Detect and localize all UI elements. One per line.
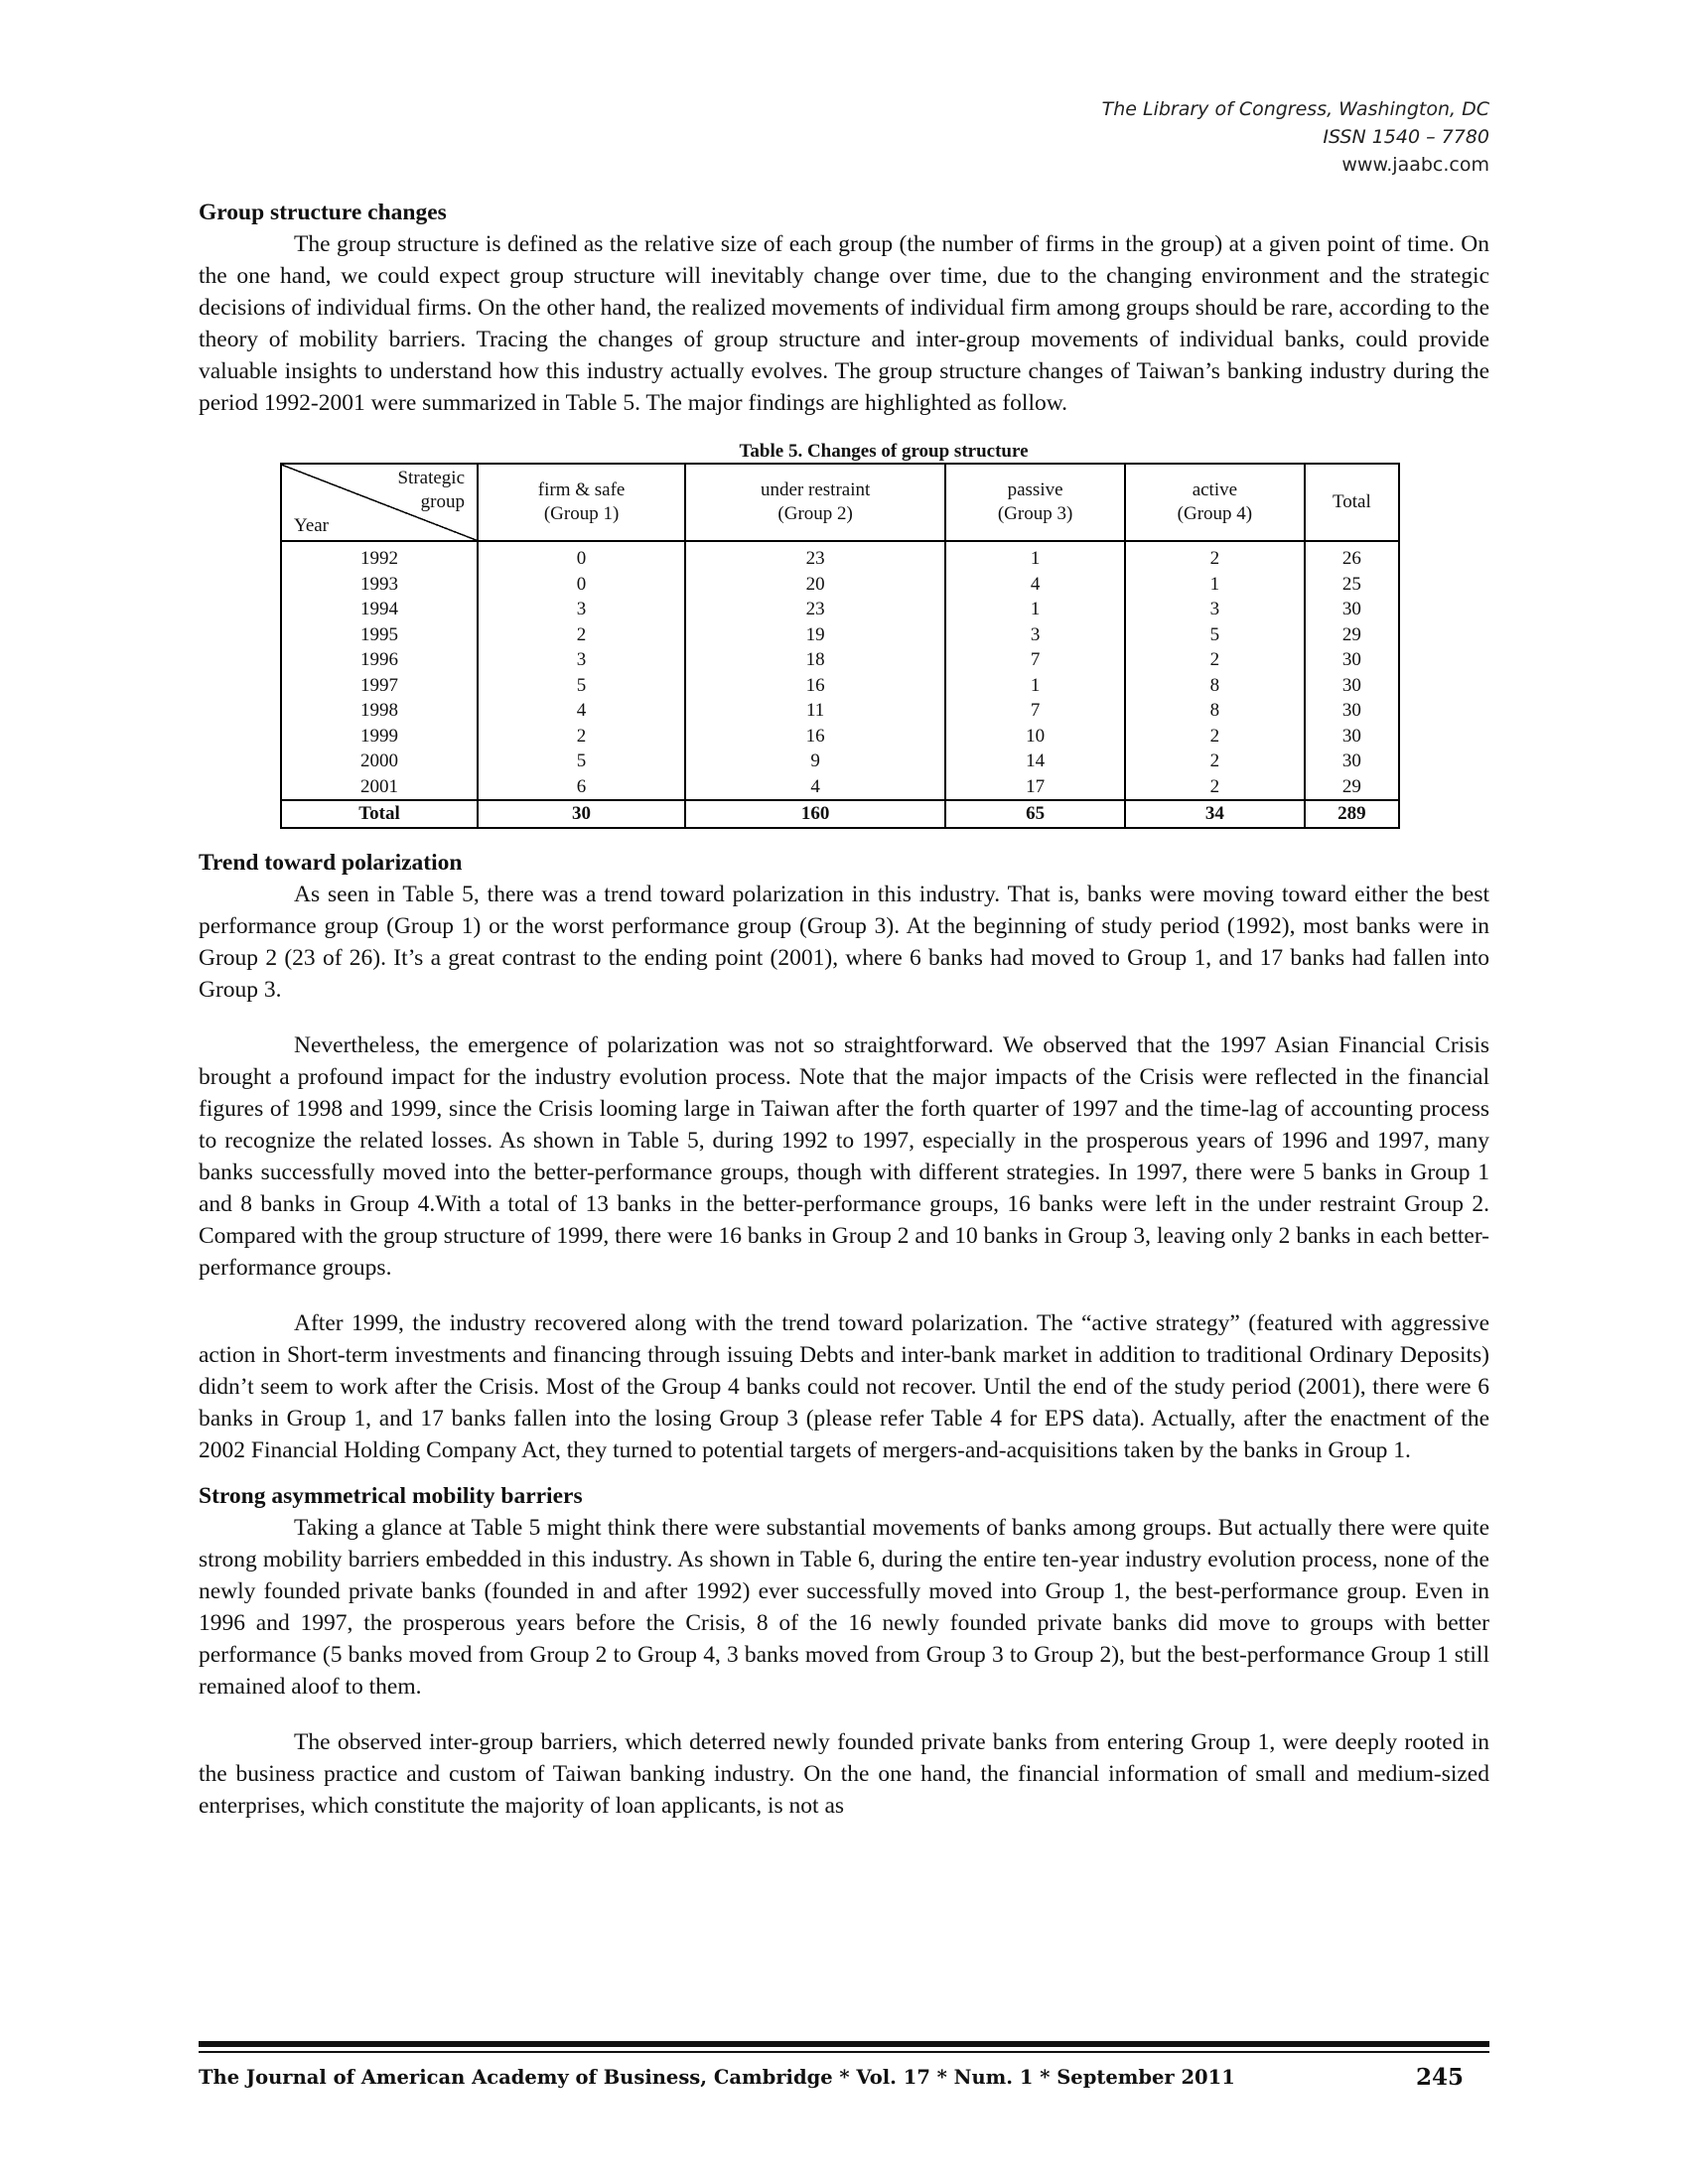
table-cell: 34 bbox=[1125, 800, 1305, 828]
paragraph: The group structure is defined as the relative size of each group (the number of firms in the group) at a given point of time. On the one hand, we could expect group structure will inevitably change over time, due to the changing environment and the strategic decisions of individual firms. On the other hand, the realized movements of individual firm among groups should be rare, according to the theory of mobility barriers. Tracing the changes of group structure and inter-group movements of individual banks, could provide valuable insights to understand how this industry actually evolves. The group structure changes of Taiwan’s banking industry during the period 1992-2001 were summarized in Table 5. The major findings are highlighted as follow. bbox=[199, 231, 1490, 416]
table-cell: 1996 bbox=[281, 647, 478, 673]
footer-rule-thick bbox=[199, 2041, 1489, 2047]
table-cell: 2000 bbox=[281, 749, 478, 774]
table-row bbox=[281, 597, 1399, 622]
table-cell: 0 bbox=[478, 541, 685, 572]
table-cell: 5 bbox=[478, 749, 685, 774]
table-cell: 3 bbox=[478, 647, 685, 673]
table-cell: 23 bbox=[685, 541, 945, 572]
table-corner-header bbox=[281, 464, 478, 541]
table-cell: 5 bbox=[478, 673, 685, 699]
table-cell: 7 bbox=[945, 647, 1125, 673]
table-row bbox=[281, 749, 1399, 774]
table-cell: 3 bbox=[478, 597, 685, 622]
table-row bbox=[281, 724, 1399, 750]
page-header bbox=[1102, 95, 1489, 179]
issn-line: ISSN 1540 – 7780 bbox=[1323, 126, 1489, 148]
table-cell: 65 bbox=[945, 800, 1125, 828]
table-cell: 160 bbox=[685, 800, 945, 828]
paragraph: Nevertheless, the emergence of polarization was not so straightforward. We observed that the 1997 Asian Financial Crisis brought a profound impact for the industry evolution process. Note that the major impacts of the Crisis were reflected in the financial figures of 1998 and 1999, since the Crisis looming large in Taiwan after the forth quarter of 1997 and the time-lag of accounting process to recognize the related losses. As shown in Table 5, during 1992 to 1997, especially in the prosperous years of 1996 and 1997, many banks successfully moved into the better-performance groups, though with different strategies. In 1997, there were 5 banks in Group 1 and 8 banks in Group 4.With a total of 13 banks in the better-performance groups, 16 banks were left in the under restraint Group 2. Compared with the group structure of 1999, there were 16 banks in Group 2 and 10 banks in Group 3, leaving only 2 banks in each better-performance groups. bbox=[199, 1032, 1489, 1281]
table-cell: 30 bbox=[1305, 597, 1399, 622]
table-row bbox=[281, 622, 1399, 648]
strategic-group-label: Strategic group bbox=[397, 468, 465, 512]
table-cell: 2 bbox=[1125, 541, 1305, 572]
table-cell: 1995 bbox=[281, 622, 478, 648]
table-cell: 23 bbox=[685, 597, 945, 622]
table-cell: 1992 bbox=[281, 541, 478, 572]
group-structure-table bbox=[280, 463, 1400, 829]
table-cell: 16 bbox=[685, 724, 945, 750]
table-cell: 0 bbox=[478, 572, 685, 598]
table-cell: 4 bbox=[478, 698, 685, 724]
table-cell: 30 bbox=[1305, 698, 1399, 724]
table-total-row bbox=[281, 800, 1399, 828]
table-cell: 1997 bbox=[281, 673, 478, 699]
table-cell: 10 bbox=[945, 724, 1125, 750]
table-cell: 19 bbox=[685, 622, 945, 648]
table-cell: 5 bbox=[1125, 622, 1305, 648]
column-header-group-3: passive (Group 3) bbox=[945, 464, 1125, 541]
table-cell: 17 bbox=[945, 774, 1125, 801]
table-cell: 11 bbox=[685, 698, 945, 724]
website-link[interactable]: www.jaabc.com bbox=[1341, 154, 1489, 176]
journal-citation: The Journal of American Academy of Business, Cambridge * Vol. 17 * Num. 1 * September 2011 bbox=[199, 2066, 1235, 2089]
paragraph: As seen in Table 5, there was a trend toward polarization in this industry. That is, banks were moving toward either the best performance group (Group 1) or the worst performance group (Group 3). At the beginning of study period (1992), most banks were in Group 2 (23 of 26). It’s a great contrast to the ending point (2001), where 6 banks had moved to Group 1, and 17 banks had fallen into Group 3. bbox=[199, 882, 1489, 1003]
paragraph: After 1999, the industry recovered along with the trend toward polarization. The “active strategy” (featured with aggressive action in Short-term investments and financing through issuing Debts and inter-bank market in addition to traditional Ordinary Deposits) didn’t seem to work after the Crisis. Most of the Group 4 banks could not recover. Until the end of the study period (2001), there were 6 banks in Group 1, and 17 banks fallen into the losing Group 3 (please refer Table 4 for EPS data). Actually, after the enactment of the 2002 Financial Holding Company Act, they turned to potential targets of mergers-and-acquisitions taken by the banks in Group 1. bbox=[199, 1310, 1489, 1463]
paragraph: Taking a glance at Table 5 might think there were substantial movements of banks among groups. But actually there were quite strong mobility barriers embedded in this industry. As shown in Table 6, during the entire ten-year industry evolution process, none of the newly founded private banks (founded in and after 1992) ever successfully moved into Group 1, the best-performance group. Even in 1996 and 1997, the prosperous years before the Crisis, 8 of the 16 newly founded private banks did move to groups with better performance (5 banks moved from Group 2 to Group 4, 3 banks moved from Group 3 to Group 2), but the best-performance Group 1 still remained aloof to them. bbox=[199, 1515, 1489, 1700]
table-cell: 30 bbox=[478, 800, 685, 828]
table-cell: 30 bbox=[1305, 647, 1399, 673]
table-cell: Total bbox=[281, 800, 478, 828]
table-cell: 2 bbox=[1125, 647, 1305, 673]
table-cell: 2001 bbox=[281, 774, 478, 801]
article-body bbox=[199, 197, 1489, 1822]
table-cell: 6 bbox=[478, 774, 685, 801]
table-row bbox=[281, 774, 1399, 801]
column-header-group-4: active (Group 4) bbox=[1125, 464, 1305, 541]
table-cell: 26 bbox=[1305, 541, 1399, 572]
table-cell: 1994 bbox=[281, 597, 478, 622]
table-cell: 29 bbox=[1305, 622, 1399, 648]
table-cell: 2 bbox=[478, 622, 685, 648]
table-5 bbox=[199, 441, 1489, 829]
table-cell: 1999 bbox=[281, 724, 478, 750]
table-row bbox=[281, 673, 1399, 699]
table-row bbox=[281, 698, 1399, 724]
table-cell: 2 bbox=[1125, 774, 1305, 801]
table-cell: 8 bbox=[1125, 673, 1305, 699]
table-cell: 1993 bbox=[281, 572, 478, 598]
table-cell: 8 bbox=[1125, 698, 1305, 724]
page-number: 245 bbox=[1415, 2064, 1464, 2091]
table-cell: 30 bbox=[1305, 673, 1399, 699]
table-cell: 3 bbox=[1125, 597, 1305, 622]
footer-rule-thin bbox=[199, 2051, 1489, 2053]
table-cell: 3 bbox=[945, 622, 1125, 648]
section-heading-polarization: Trend toward polarization bbox=[199, 850, 463, 876]
column-header-group-2: under restraint (Group 2) bbox=[685, 464, 945, 541]
table-cell: 7 bbox=[945, 698, 1125, 724]
paragraph: The observed inter-group barriers, which deterred newly founded private banks from entering Group 1, were deeply rooted in the business practice and custom of Taiwan banking industry. On the one hand, the financial information of small and medium-sized enterprises, which constitute the majority of loan applicants, is not as bbox=[199, 1729, 1489, 1819]
table-cell: 4 bbox=[945, 572, 1125, 598]
table-cell: 1 bbox=[945, 541, 1125, 572]
section-heading-group-structure: Group structure changes bbox=[199, 200, 447, 225]
table-cell: 9 bbox=[685, 749, 945, 774]
table-cell: 14 bbox=[945, 749, 1125, 774]
table-cell: 289 bbox=[1305, 800, 1399, 828]
year-label: Year bbox=[294, 515, 330, 536]
table-cell: 2 bbox=[1125, 724, 1305, 750]
page-footer bbox=[199, 2061, 1489, 2095]
table-cell: 29 bbox=[1305, 774, 1399, 801]
table-cell: 2 bbox=[478, 724, 685, 750]
library-line: The Library of Congress, Washington, DC bbox=[1101, 98, 1489, 120]
table-cell: 4 bbox=[685, 774, 945, 801]
table-row bbox=[281, 647, 1399, 673]
table-cell: 18 bbox=[685, 647, 945, 673]
table-cell: 30 bbox=[1305, 749, 1399, 774]
table-row bbox=[281, 541, 1399, 572]
section-heading-mobility-barriers: Strong asymmetrical mobility barriers bbox=[199, 1483, 583, 1509]
table-cell: 1 bbox=[945, 673, 1125, 699]
table-cell: 1998 bbox=[281, 698, 478, 724]
column-header-total: Total bbox=[1305, 464, 1399, 541]
table-cell: 1 bbox=[1125, 572, 1305, 598]
table-cell: 25 bbox=[1305, 572, 1399, 598]
table-cell: 1 bbox=[945, 597, 1125, 622]
column-header-group-1: firm & safe (Group 1) bbox=[478, 464, 685, 541]
table-caption: Table 5. Changes of group structure bbox=[739, 441, 1029, 462]
table-cell: 2 bbox=[1125, 749, 1305, 774]
table-row bbox=[281, 572, 1399, 598]
table-cell: 30 bbox=[1305, 724, 1399, 750]
table-cell: 16 bbox=[685, 673, 945, 699]
table-cell: 20 bbox=[685, 572, 945, 598]
